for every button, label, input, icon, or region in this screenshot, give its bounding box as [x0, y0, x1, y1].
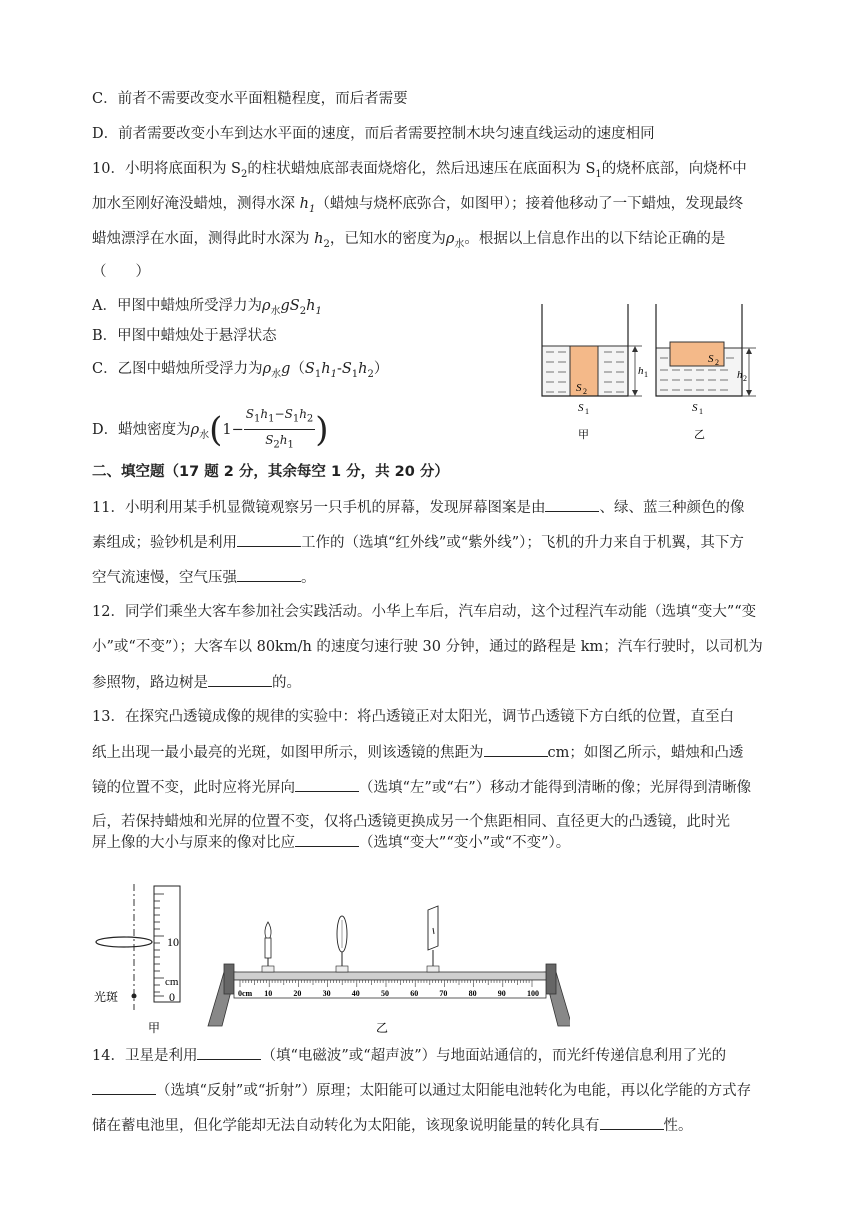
bench-tick-label: 40: [351, 989, 360, 998]
svg-text:2: 2: [743, 374, 747, 383]
q11-line-3: 空气流速慢，空气压强 。: [92, 567, 316, 588]
beaker-jia: [542, 304, 648, 441]
q10-answer-bracket: （ ）: [92, 264, 150, 280]
beaker-yi: [656, 304, 756, 441]
svg-text:2: 2: [715, 358, 719, 367]
q12-line-3: 参照物，路边树是 的。: [92, 672, 301, 693]
figure-label-yi: 乙: [694, 429, 705, 441]
convex-lens: [336, 916, 348, 972]
bench-tick-label: 30: [322, 989, 331, 998]
q13-line-3: 镜的位置不变，此时应将光屏向 （选填“左”或“右”）移动才能得到清晰的像；光屏得到清晰像: [92, 777, 751, 798]
q10-line-3: 蜡烛漂浮在水面，测得此时水深为 $h_2$，已知水的密度为$\rho_水$。根据以上信息作出的以下结论正确的是: [92, 231, 726, 250]
q9-option-d: D．前者需要改变小车到达水平面的速度，而后者需要控制木块匀速直线运动的速度相同: [92, 126, 655, 142]
q11-blank-2[interactable]: [237, 532, 301, 547]
ruler-label-cm: cm: [165, 976, 179, 988]
bench-tick-label: 10: [264, 989, 273, 998]
q14-blank-1[interactable]: [197, 1045, 261, 1060]
svg-text:2: 2: [583, 387, 587, 396]
q12-line-1: 12．同学们乘坐大客车参加社会实践活动。小华上车后，汽车启动，这个过程汽车动能（选填“变大”“变: [92, 604, 757, 620]
bench-tick-label: 50: [381, 989, 389, 998]
q13-line-2: 纸上出现一最小最亮的光斑，如图甲所示，则该透镜的焦距为 cm；如图乙所示，蜡烛和凸透: [92, 742, 743, 763]
ruler-label-0: 0: [169, 990, 175, 1004]
q14-blank-3[interactable]: [600, 1115, 664, 1130]
q13-line-5: 屏上像的大小与原来的像对比应 （选填“变大”“变小”或“不变”）。: [92, 832, 570, 853]
q13-blank-3[interactable]: [295, 832, 359, 847]
q13-optics-figure: [90, 880, 570, 1040]
spot-label: 光斑: [94, 990, 119, 1004]
q11-line-1: 11．小明利用某手机显微镜观察另一只手机的屏幕，发现屏幕图案是由 、绿、蓝三种颜色的像: [92, 497, 744, 518]
q10-option-d: D．蜡烛密度为$\rho_水(1-$ $\frac{S_1h_1-S_1h_2}{S_2h_1}$ ): [92, 404, 329, 456]
figure-label-jia-13: 甲: [148, 1021, 161, 1035]
q13-blank-1[interactable]: [484, 742, 548, 757]
bench-tick-label: 90: [497, 989, 506, 998]
svg-text:h: h: [638, 365, 644, 377]
section-heading-fill-blank: 二、填空题（17 题 2 分，其余每空 1 分，共 20 分）: [92, 464, 449, 480]
ruler-label-10: 10: [167, 935, 179, 949]
q13-line-1: 13．在探究凸透镜成像的规律的实验中：将凸透镜正对太阳光，调节凸透镜下方白纸的位置，直至白: [92, 709, 734, 725]
q10-beaker-figure: [530, 300, 770, 450]
svg-text:1: 1: [644, 370, 648, 379]
q14-line-3: 储在蓄电池里，但化学能却无法自动转化为太阳能，该现象说明能量的转化具有 性。: [92, 1115, 693, 1136]
bench-tick-label: 100: [527, 989, 539, 998]
q12-blank-3[interactable]: [208, 672, 272, 687]
bench-tick-label: 70: [439, 989, 448, 998]
q10-option-c: C．乙图中蜡烛所受浮力为$\rho_水g(S_1h_1-S_1h_2)$: [92, 361, 389, 380]
q13-line-4: 后，若保持蜡烛和光屏的位置不变，仅将凸透镜更换成另一个焦距相同、直径更大的凸透镜，此时光: [92, 814, 730, 830]
q14-line-1: 14．卫星是利用 （填“电磁波”或“超声波”）与地面站通信的，而光纤传递信息利用了光的: [92, 1045, 726, 1066]
bench-tick-label: 60: [410, 989, 419, 998]
q12-line-2: 小”或“不变”）；大客车以 80km/h 的速度匀速行驶 30 分钟，通过的路程是 km；汽车行驶时，以司机为: [92, 639, 763, 655]
bench-tick-label: 20: [293, 989, 302, 998]
q11-line-2: 素组成；验钞机是利用 工作的（选填“红外线”或“紫外线”）；飞机的升力来自于机翼，其下方: [92, 532, 744, 553]
q10-option-b: B．甲图中蜡烛处于悬浮状态: [92, 328, 277, 344]
q10-line-1: 10．小明将底面积为 $S_2$的柱状蜡烛底部表面烧熔化，然后迅速压在底面积为 $S_1$的烧杯底部，向烧杯中: [92, 161, 747, 180]
q14-line-2: （选填“反射”或“折射”）原理；太阳能可以通过太阳能电池转化为电能，再以化学能的方式存: [92, 1080, 751, 1101]
svg-text:h: h: [737, 369, 743, 381]
candle: [262, 922, 274, 972]
q11-blank-1[interactable]: [545, 497, 599, 512]
svg-text:S: S: [708, 353, 714, 365]
q9-option-c: C．前者不需要改变水平面粗糙程度，而后者需要: [92, 91, 408, 107]
svg-text:S: S: [576, 382, 582, 394]
svg-text:1: 1: [585, 407, 589, 416]
optical-bench-yi: [208, 906, 570, 1035]
q10-option-a: A．甲图中蜡烛所受浮力为$\rho_水gS_2h_1$: [92, 298, 322, 317]
q11-blank-3[interactable]: [237, 567, 301, 582]
q13-blank-2[interactable]: [295, 777, 359, 792]
lens-ruler-jia: [94, 884, 180, 1035]
bench-tick-label: 80: [468, 989, 477, 998]
figure-label-yi-13: 乙: [376, 1021, 389, 1035]
q10-line-2: 加水至刚好淹没蜡烛，测得水深 $h_1$（蜡烛与烧杯底弥合，如图甲）；接着他移动了一下蜡烛，发现最终: [92, 196, 744, 215]
svg-text:1: 1: [699, 407, 703, 416]
svg-text:S: S: [692, 402, 698, 414]
light-screen: [427, 906, 439, 972]
svg-text:S: S: [578, 402, 584, 414]
figure-label-jia: 甲: [578, 429, 589, 441]
q14-blank-2[interactable]: [92, 1080, 156, 1095]
bench-tick-label: 0cm: [238, 989, 253, 998]
